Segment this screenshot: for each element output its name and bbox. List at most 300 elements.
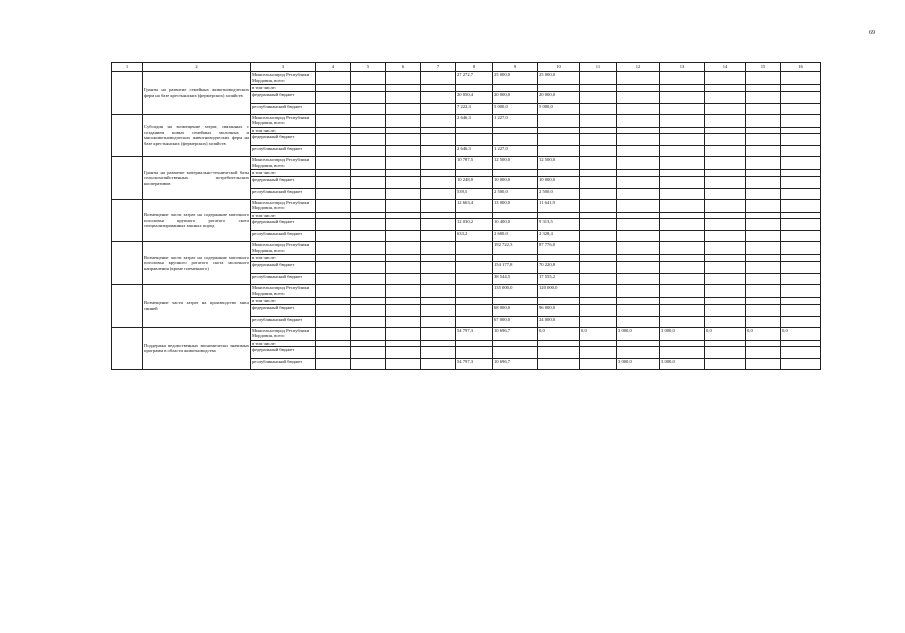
amount-cell xyxy=(351,261,386,273)
column-number-header-row xyxy=(112,63,821,72)
amount-cell xyxy=(705,188,746,199)
amount-cell xyxy=(580,316,617,327)
amount-cell xyxy=(456,242,493,255)
amount-cell: 633,2 xyxy=(456,231,493,242)
column-number-header: 2 xyxy=(143,63,251,72)
amount-cell: 67 000,0 xyxy=(493,316,538,327)
amount-cell: 154 177,8 xyxy=(493,261,538,273)
amount-cell xyxy=(660,72,705,85)
amount-cell: 1 227,0 xyxy=(493,114,538,127)
amount-cell xyxy=(617,284,660,297)
amount-cell: 7 222,3 xyxy=(456,103,493,114)
amount-cell xyxy=(538,340,580,347)
amount-cell xyxy=(580,212,617,219)
amount-cell xyxy=(781,91,821,103)
amount-cell xyxy=(746,273,781,284)
row-number-cell xyxy=(112,157,143,200)
amount-cell xyxy=(746,261,781,273)
amount-cell xyxy=(781,72,821,85)
amount-cell xyxy=(617,127,660,134)
amount-cell xyxy=(705,146,746,157)
amount-cell xyxy=(421,114,456,127)
amount-cell xyxy=(421,304,456,316)
amount-cell xyxy=(538,297,580,304)
amount-cell xyxy=(746,85,781,92)
amount-cell xyxy=(456,85,493,92)
amount-cell xyxy=(456,261,493,273)
amount-cell xyxy=(456,347,493,359)
amount-cell xyxy=(386,85,421,92)
amount-cell: 17 555,2 xyxy=(538,273,580,284)
amount-cell xyxy=(617,85,660,92)
amount-cell xyxy=(781,359,821,370)
amount-cell xyxy=(746,219,781,231)
column-number-header: 6 xyxy=(386,63,421,72)
amount-cell xyxy=(493,255,538,262)
amount-cell xyxy=(660,231,705,242)
amount-cell xyxy=(351,327,386,340)
amount-cell xyxy=(386,146,421,157)
amount-cell: 54 797,3 xyxy=(456,327,493,340)
amount-cell: 87 776,0 xyxy=(538,242,580,255)
amount-cell xyxy=(316,146,351,157)
amount-cell xyxy=(617,297,660,304)
amount-cell xyxy=(351,134,386,146)
amount-cell xyxy=(493,297,538,304)
amount-cell xyxy=(456,304,493,316)
amount-cell xyxy=(386,340,421,347)
amount-cell xyxy=(538,347,580,359)
amount-cell xyxy=(386,176,421,188)
amount-cell xyxy=(781,170,821,177)
funding-source-cell: федеральный бюджет xyxy=(251,91,316,103)
amount-cell xyxy=(705,114,746,127)
amount-cell xyxy=(351,199,386,212)
program-name-cell: Возмещение части затрат на содержание маточного поголовья крупного рогатого скота специализированных мясных пород xyxy=(143,199,251,242)
amount-cell xyxy=(386,103,421,114)
amount-cell xyxy=(386,127,421,134)
amount-cell xyxy=(316,134,351,146)
amount-cell xyxy=(580,176,617,188)
funding-source-cell: федеральный бюджет xyxy=(251,261,316,273)
row-number-cell xyxy=(112,114,143,157)
amount-cell xyxy=(421,242,456,255)
amount-cell xyxy=(617,219,660,231)
amount-cell xyxy=(705,134,746,146)
funding-source-cell: в том числе: xyxy=(251,340,316,347)
amount-cell xyxy=(746,212,781,219)
amount-cell xyxy=(351,91,386,103)
amount-cell xyxy=(456,340,493,347)
amount-cell xyxy=(660,134,705,146)
amount-cell xyxy=(538,255,580,262)
amount-cell xyxy=(705,347,746,359)
amount-cell xyxy=(617,103,660,114)
amount-cell xyxy=(705,297,746,304)
amount-cell: 54 797,3 xyxy=(456,359,493,370)
program-name-cell: Субсидия на возмещение затрат, связанных с созданием новых семейных молочных и мясоживотноводческих животноводческих ферм на базе крестьянских (фермерских) хозяйств xyxy=(143,114,251,157)
amount-cell xyxy=(386,72,421,85)
amount-cell xyxy=(746,188,781,199)
amount-cell xyxy=(781,114,821,127)
funding-source-cell: федеральный бюджет xyxy=(251,134,316,146)
amount-cell xyxy=(351,242,386,255)
amount-cell xyxy=(421,170,456,177)
amount-cell xyxy=(617,316,660,327)
amount-cell xyxy=(351,297,386,304)
amount-cell xyxy=(617,114,660,127)
row-number-cell xyxy=(112,284,143,327)
amount-cell xyxy=(660,273,705,284)
amount-cell xyxy=(386,170,421,177)
amount-cell xyxy=(351,359,386,370)
amount-cell xyxy=(386,261,421,273)
amount-cell xyxy=(705,170,746,177)
amount-cell xyxy=(660,304,705,316)
amount-cell xyxy=(660,103,705,114)
amount-cell xyxy=(705,91,746,103)
funding-source-cell: Минсельхозпрод Республики Мордовия, всего xyxy=(251,327,316,340)
amount-cell xyxy=(660,219,705,231)
amount-cell xyxy=(580,340,617,347)
amount-cell: 2 646,3 xyxy=(456,114,493,127)
amount-cell xyxy=(456,284,493,297)
amount-cell xyxy=(421,85,456,92)
amount-cell xyxy=(538,212,580,219)
amount-cell: 12 663,4 xyxy=(456,199,493,212)
amount-cell xyxy=(660,297,705,304)
amount-cell: 0,0 xyxy=(705,327,746,340)
amount-cell xyxy=(316,103,351,114)
amount-cell xyxy=(617,188,660,199)
amount-cell xyxy=(580,255,617,262)
amount-cell: 0,0 xyxy=(538,327,580,340)
amount-cell xyxy=(316,114,351,127)
amount-cell xyxy=(538,114,580,127)
amount-cell xyxy=(781,273,821,284)
amount-cell xyxy=(580,146,617,157)
amount-cell: 10 787,5 xyxy=(456,157,493,170)
amount-cell: 20 000,0 xyxy=(538,91,580,103)
amount-cell xyxy=(316,284,351,297)
amount-cell xyxy=(617,212,660,219)
amount-cell xyxy=(746,316,781,327)
amount-cell xyxy=(781,284,821,297)
column-number-header: 4 xyxy=(316,63,351,72)
amount-cell: 2 328,4 xyxy=(538,231,580,242)
amount-cell xyxy=(316,188,351,199)
funding-source-cell: Минсельхозпрод Республики Мордовия, всего xyxy=(251,72,316,85)
funding-source-cell: в том числе: xyxy=(251,297,316,304)
amount-cell xyxy=(746,127,781,134)
amount-cell: 10 400,0 xyxy=(493,219,538,231)
amount-cell xyxy=(316,85,351,92)
amount-cell xyxy=(421,297,456,304)
amount-cell: 3 000,0 xyxy=(617,359,660,370)
amount-cell xyxy=(705,85,746,92)
amount-cell xyxy=(580,273,617,284)
amount-cell xyxy=(660,316,705,327)
funding-source-cell: Минсельхозпрод Республики Мордовия, всего xyxy=(251,284,316,297)
amount-cell xyxy=(705,157,746,170)
amount-cell xyxy=(351,212,386,219)
amount-cell xyxy=(580,127,617,134)
amount-cell xyxy=(781,188,821,199)
funding-source-cell: республиканский бюджет xyxy=(251,103,316,114)
amount-cell xyxy=(781,242,821,255)
amount-cell xyxy=(351,273,386,284)
amount-cell: 24 000,0 xyxy=(538,316,580,327)
table-row xyxy=(112,327,821,340)
amount-cell xyxy=(351,255,386,262)
amount-cell: 12 500,0 xyxy=(493,157,538,170)
amount-cell xyxy=(351,231,386,242)
amount-cell xyxy=(421,359,456,370)
funding-source-cell: республиканский бюджет xyxy=(251,231,316,242)
column-number-header: 15 xyxy=(746,63,781,72)
amount-cell xyxy=(617,261,660,273)
amount-cell xyxy=(386,91,421,103)
amount-cell xyxy=(781,261,821,273)
amount-cell xyxy=(351,157,386,170)
amount-cell xyxy=(386,231,421,242)
amount-cell: 2 500,0 xyxy=(538,188,580,199)
amount-cell xyxy=(617,255,660,262)
amount-cell xyxy=(538,359,580,370)
amount-cell xyxy=(580,103,617,114)
amount-cell xyxy=(421,127,456,134)
amount-cell xyxy=(617,157,660,170)
amount-cell: 5 000,0 xyxy=(493,103,538,114)
amount-cell xyxy=(386,359,421,370)
amount-cell xyxy=(705,231,746,242)
amount-cell xyxy=(705,212,746,219)
amount-cell xyxy=(421,327,456,340)
column-number-header: 10 xyxy=(538,63,580,72)
amount-cell xyxy=(316,212,351,219)
row-number-cell xyxy=(112,199,143,242)
column-number-header: 3 xyxy=(251,63,316,72)
amount-cell xyxy=(386,347,421,359)
funding-source-cell: в том числе: xyxy=(251,127,316,134)
amount-cell xyxy=(746,359,781,370)
amount-cell xyxy=(580,157,617,170)
amount-cell xyxy=(746,284,781,297)
amount-cell xyxy=(538,85,580,92)
amount-cell xyxy=(421,188,456,199)
amount-cell xyxy=(580,284,617,297)
amount-cell xyxy=(781,255,821,262)
amount-cell xyxy=(456,212,493,219)
amount-cell xyxy=(781,157,821,170)
amount-cell xyxy=(421,199,456,212)
amount-cell xyxy=(456,273,493,284)
funding-source-cell: республиканский бюджет xyxy=(251,188,316,199)
funding-source-cell: в том числе: xyxy=(251,170,316,177)
amount-cell: 10 248,0 xyxy=(456,176,493,188)
amount-cell: 12 030,2 xyxy=(456,219,493,231)
funding-source-cell: в том числе: xyxy=(251,85,316,92)
amount-cell xyxy=(421,231,456,242)
amount-cell xyxy=(538,170,580,177)
amount-cell xyxy=(316,127,351,134)
table-row xyxy=(112,284,821,297)
amount-cell xyxy=(580,134,617,146)
amount-cell xyxy=(660,199,705,212)
amount-cell xyxy=(316,91,351,103)
amount-cell: 13 000,0 xyxy=(493,199,538,212)
column-number-header: 9 xyxy=(493,63,538,72)
amount-cell xyxy=(421,91,456,103)
amount-cell xyxy=(386,242,421,255)
budget-table xyxy=(111,62,821,370)
amount-cell: 2 500,0 xyxy=(493,188,538,199)
amount-cell xyxy=(580,114,617,127)
amount-cell xyxy=(580,91,617,103)
amount-cell xyxy=(781,231,821,242)
amount-cell xyxy=(351,85,386,92)
amount-cell xyxy=(660,347,705,359)
amount-cell xyxy=(580,242,617,255)
amount-cell: 20 000,0 xyxy=(493,91,538,103)
amount-cell xyxy=(351,316,386,327)
column-number-header: 16 xyxy=(781,63,821,72)
amount-cell xyxy=(660,176,705,188)
amount-cell xyxy=(746,157,781,170)
amount-cell xyxy=(746,103,781,114)
amount-cell xyxy=(617,170,660,177)
column-number-header: 12 xyxy=(617,63,660,72)
amount-cell xyxy=(421,176,456,188)
amount-cell xyxy=(351,176,386,188)
program-name-cell: Возмещение части затрат на содержание маточного поголовья крупного рогатого скота молочного направления (кроме племенного) xyxy=(143,242,251,285)
amount-cell xyxy=(781,340,821,347)
amount-cell xyxy=(705,359,746,370)
amount-cell xyxy=(493,127,538,134)
amount-cell xyxy=(705,242,746,255)
column-number-header: 7 xyxy=(421,63,456,72)
amount-cell xyxy=(705,304,746,316)
amount-cell xyxy=(421,146,456,157)
amount-cell xyxy=(660,85,705,92)
amount-cell xyxy=(421,212,456,219)
amount-cell xyxy=(456,255,493,262)
funding-source-cell: федеральный бюджет xyxy=(251,176,316,188)
amount-cell xyxy=(660,114,705,127)
amount-cell xyxy=(580,297,617,304)
amount-cell: 2 600,0 xyxy=(493,231,538,242)
amount-cell xyxy=(316,231,351,242)
amount-cell: 5 000,0 xyxy=(538,103,580,114)
amount-cell xyxy=(660,91,705,103)
amount-cell xyxy=(421,72,456,85)
amount-cell xyxy=(456,127,493,134)
amount-cell xyxy=(746,255,781,262)
amount-cell: 68 000,0 xyxy=(493,304,538,316)
amount-cell: 25 000,0 xyxy=(538,72,580,85)
amount-cell xyxy=(386,219,421,231)
amount-cell xyxy=(351,219,386,231)
program-name-cell: Гранты на развитие материально-технической базы сельскохозяйственных потребительских кооперативов xyxy=(143,157,251,200)
amount-cell xyxy=(493,212,538,219)
amount-cell xyxy=(617,176,660,188)
amount-cell xyxy=(746,91,781,103)
amount-cell xyxy=(421,219,456,231)
amount-cell xyxy=(746,199,781,212)
funding-source-cell: республиканский бюджет xyxy=(251,273,316,284)
amount-cell xyxy=(316,72,351,85)
amount-cell xyxy=(316,359,351,370)
amount-cell xyxy=(705,255,746,262)
amount-cell xyxy=(493,85,538,92)
column-number-header: 11 xyxy=(580,63,617,72)
amount-cell xyxy=(617,199,660,212)
amount-cell xyxy=(580,359,617,370)
amount-cell xyxy=(781,134,821,146)
amount-cell xyxy=(580,72,617,85)
amount-cell xyxy=(351,127,386,134)
amount-cell xyxy=(580,170,617,177)
amount-cell xyxy=(351,170,386,177)
amount-cell xyxy=(421,261,456,273)
amount-cell xyxy=(580,199,617,212)
amount-cell xyxy=(781,199,821,212)
amount-cell: 25 000,0 xyxy=(493,72,538,85)
amount-cell xyxy=(580,188,617,199)
amount-cell xyxy=(705,219,746,231)
amount-cell xyxy=(386,327,421,340)
amount-cell xyxy=(456,316,493,327)
amount-cell xyxy=(316,176,351,188)
amount-cell xyxy=(746,114,781,127)
amount-cell xyxy=(386,273,421,284)
amount-cell: 9 313,5 xyxy=(538,219,580,231)
amount-cell xyxy=(617,273,660,284)
amount-cell xyxy=(705,316,746,327)
amount-cell xyxy=(781,347,821,359)
amount-cell: 10 696,7 xyxy=(493,327,538,340)
amount-cell xyxy=(781,316,821,327)
amount-cell xyxy=(316,347,351,359)
amount-cell xyxy=(781,176,821,188)
table-row xyxy=(112,242,821,255)
amount-cell xyxy=(746,146,781,157)
funding-source-cell: Минсельхозпрод Республики Мордовия, всего xyxy=(251,242,316,255)
amount-cell xyxy=(316,340,351,347)
amount-cell xyxy=(316,316,351,327)
amount-cell: 11 641,9 xyxy=(538,199,580,212)
amount-cell xyxy=(316,170,351,177)
amount-cell xyxy=(421,284,456,297)
amount-cell xyxy=(617,91,660,103)
amount-cell xyxy=(660,146,705,157)
amount-cell: 135 000,0 xyxy=(493,284,538,297)
amount-cell: 539,5 xyxy=(456,188,493,199)
amount-cell: 20 050,4 xyxy=(456,91,493,103)
amount-cell xyxy=(617,347,660,359)
amount-cell xyxy=(746,176,781,188)
amount-cell: 192 722,3 xyxy=(493,242,538,255)
amount-cell xyxy=(351,340,386,347)
amount-cell xyxy=(538,146,580,157)
amount-cell xyxy=(316,255,351,262)
amount-cell xyxy=(617,72,660,85)
column-number-header: 1 xyxy=(112,63,143,72)
amount-cell xyxy=(421,103,456,114)
amount-cell xyxy=(617,242,660,255)
amount-cell xyxy=(316,297,351,304)
amount-cell: 10 696,7 xyxy=(493,359,538,370)
